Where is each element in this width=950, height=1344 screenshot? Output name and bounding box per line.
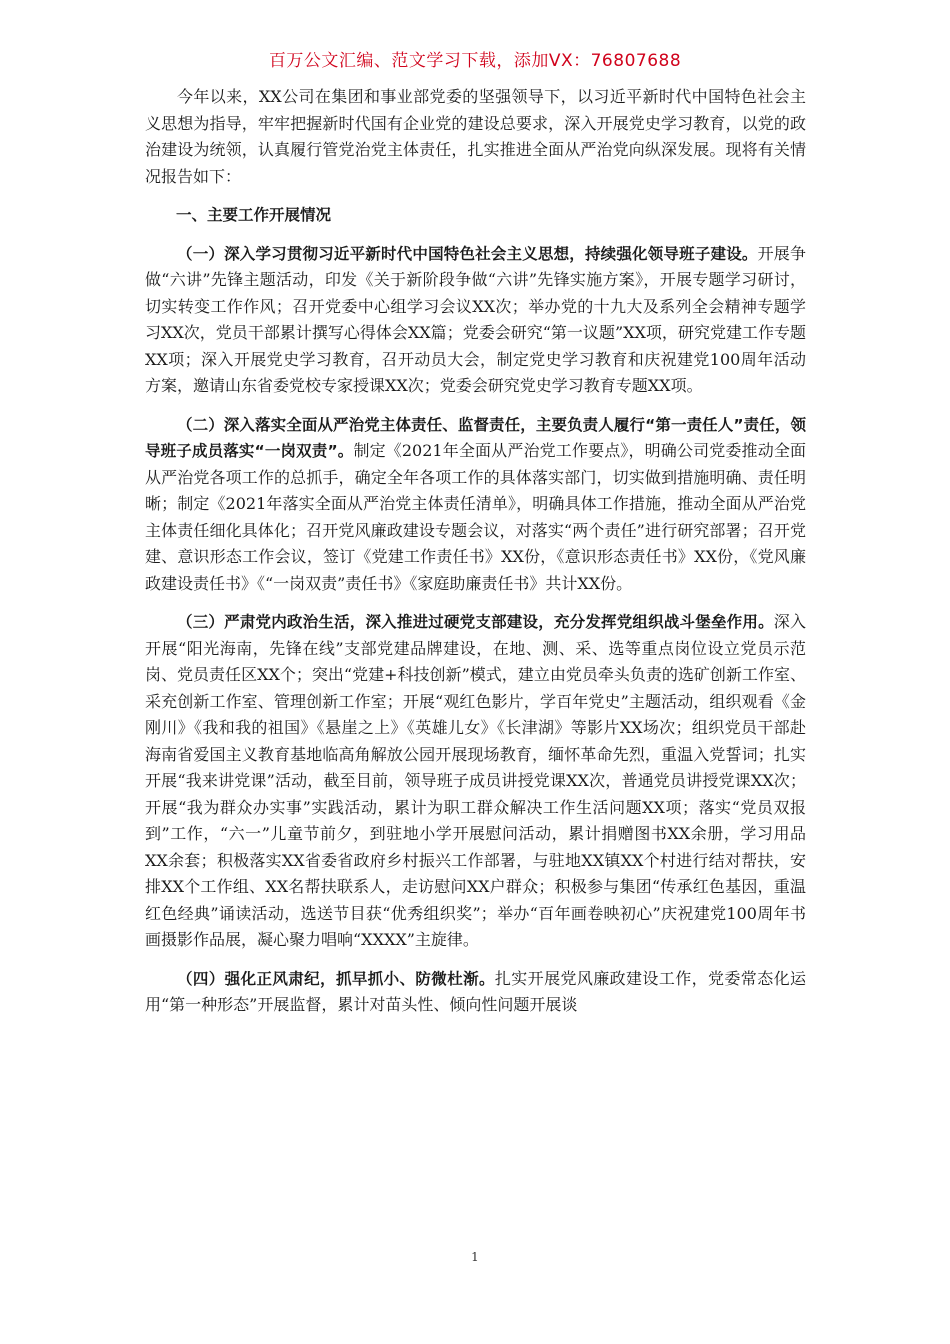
document-body bbox=[145, 84, 806, 1031]
item-paragraph-1 bbox=[145, 241, 806, 400]
item-lead-1: （一）深入学习贯彻习近平新时代中国特色社会主义思想，持续强化领导班子建设。 bbox=[177, 244, 758, 263]
item-text-4: 扎实开展党风廉政建设工作，党委常态化运用“第一种形态”开展监督，累计对苗头性、倾向性问题开展谈 bbox=[145, 968, 806, 1014]
item-text-3: 深入开展“阳光海南，先锋在线”支部党建品牌建设，在地、测、采、选等重点岗位设立党员示范岗、党员责任区XX个；突出“党建+科技创新”模式，建立由党员牵头负责的选矿创新工作室、采充创新工作室、管理创新工作室；开展“观红色影片，学百年党史”主题活动，组织观看《金刚川》《我和我的祖国》《悬崖之上》《英雄儿女》《长津湖》等影片XX场次；组织党员干部赴海南省爱国主义教育基地临高角解放公园开展现场教育，缅怀革命先烈，重温入党誓词；扎实开展“我来讲党课”活动，截至目前，领导班子成员讲授党课XX次，普通党员讲授党课XX次；开展“我为群众办实事”实践活动，累计为职工群众解决工作生活问题XX项；落实“党员双报到”工作，“六一”儿童节前夕，到驻地小学开展慰问活动，累计捐赠图书XX余册，学习用品XX余套；积极落实XX省委省政府乡村振兴工作部署，与驻地XX镇XX个村进行结对帮扶，安排XX个工作组、XX名帮扶联系人，走访慰问XX户群众；积极参与集团“传承红色基因，重温红色经典”诵读活动，选送节目获“优秀组织奖”；举办“百年画卷映初心”庆祝建党100周年书画摄影作品展，凝心聚力唱响“XXXX”主旋律。 bbox=[145, 612, 806, 949]
item-paragraph-2 bbox=[145, 412, 806, 598]
item-text-1: 开展争做“六讲”先锋主题活动，印发《关于新阶段争做“六讲”先锋实施方案》，开展专题学习研讨，切实转变工作作风；召开党委中心组学习会议XX次；举办党的十九大及系列全会精神专题学习XX次，党员干部累计撰写心得体会XX篇；党委会研究“第一议题”XX项，研究党建工作专题XX项；深入开展党史学习教育，召开动员大会，制定党史学习教育和庆祝建党100周年活动方案，邀请山东省委党校专家授课XX次；党委会研究党史学习教育专题XX项。 bbox=[145, 243, 806, 395]
item-lead-3: （三）严肃党内政治生活，深入推进过硬党支部建设，充分发挥党组织战斗堡垒作用。 bbox=[177, 613, 774, 631]
intro-paragraph: 今年以来，XX公司在集团和事业部党委的坚强领导下，以习近平新时代中国特色社会主义思想为指导，牢牢把握新时代国有企业党的建设总要求，深入开展党史学习教育，以党的政治建设为统领，认真履行管党治党主体责任，扎实推进全面从严治党向纵深发展。现将有关情况报告如下： bbox=[145, 87, 806, 186]
item-lead-2: （二）深入落实全面从严治党主体责任、监督责任，主要负责人履行“第一责任人”责任，领导班子成员落实“一岗双责”。 bbox=[145, 415, 806, 460]
page-number: 1 bbox=[471, 1250, 479, 1264]
item-paragraph-4 bbox=[145, 966, 806, 1019]
item-text-2: 制定《2021年全面从严治党工作要点》，明确公司党委推动全面从严治党各项工作的总抓手，确定全年各项工作的具体落实部门，切实做到措施明确、责任明晰；制定《2021年落实全面从严治党主体责任清单》，明确具体工作措施，推动全面从严治党主体责任细化具体化；召开党风廉政建设专题会议，对落实“两个责任”进行研究部署；召开党建、意识形态工作会议，签订《党建工作责任书》XX份，《意识形态责任书》XX份，《党风廉政建设责任书》《“一岗双责”责任书》《家庭助廉责任书》共计XX份。 bbox=[145, 441, 806, 593]
header-banner: 百万公文汇编、范文学习下载，添加VX：76807688 bbox=[268, 51, 682, 71]
item-lead-4: （四）强化正风肃纪，抓早抓小、防微杜渐。 bbox=[177, 969, 495, 988]
section-heading: 一、主要工作开展情况 bbox=[176, 206, 332, 224]
item-paragraph-3 bbox=[145, 609, 806, 954]
